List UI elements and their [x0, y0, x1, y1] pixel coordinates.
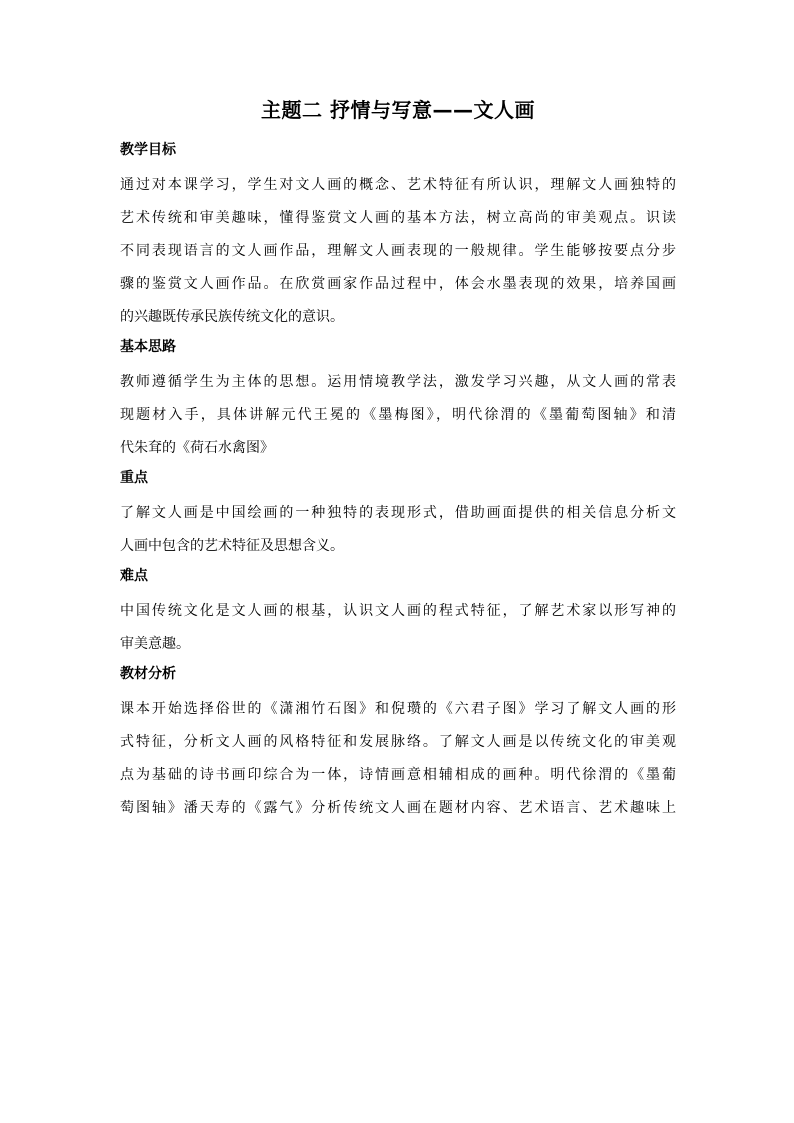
section-heading: 难点 — [120, 568, 148, 584]
paragraph-line: 萄图轴》潘天寿的《露气》分析传统文人画在题材内容、艺术语言、艺术趣味上 — [120, 800, 676, 816]
paragraph-line: 了解文人画是中国绘画的一种独特的表现形式，借助画面提供的相关信息分析文 — [120, 505, 676, 521]
paragraph-line: 代朱耷的《荷石水禽图》 — [120, 440, 274, 456]
section-teaching-goals — [120, 136, 676, 333]
paragraph-line: 点为基础的诗书画印综合为一体，诗情画意相辅相成的画种。明代徐渭的《墨葡 — [120, 767, 676, 783]
paragraph-line: 课本开始选择俗世的《潇湘竹石图》和倪瓒的《六君子图》学习了解文人画的形 — [120, 701, 676, 717]
paragraph-line: 的兴趣既传承民族传统文化的意识。 — [120, 309, 344, 325]
section-heading: 教材分析 — [120, 666, 176, 682]
section-material-analysis — [120, 660, 676, 824]
section-heading: 教学目标 — [120, 142, 176, 158]
paragraph-line: 现题材入手，具体讲解元代王冕的《墨梅图》，明代徐渭的《墨葡萄图轴》和清 — [120, 407, 676, 423]
paragraph-line: 中国传统文化是文人画的根基，认识文人画的程式特征，了解艺术家以形写神的 — [120, 603, 676, 619]
page-title: 主题二 抒情与写意——文人画 — [261, 98, 535, 122]
paragraph-line: 教师遵循学生为主体的思想。运用情境教学法，激发学习兴趣，从文人画的常表 — [120, 374, 676, 390]
paragraph-line: 通过对本课学习，学生对文人画的概念、艺术特征有所认识，理解文人画独特的 — [120, 177, 676, 193]
paragraph-line: 艺术传统和审美趣味，懂得鉴赏文人画的基本方法，树立高尚的审美观点。识读 — [120, 210, 676, 226]
paragraph-line: 审美意趣。 — [120, 636, 190, 652]
section-heading: 重点 — [120, 470, 148, 486]
paragraph-line: 式特征，分析文人画的风格特征和发展脉络。了解文人画是以传统文化的审美观 — [120, 734, 676, 750]
paragraph-line: 不同表现语言的文人画作品，理解文人画表现的一般规律。学生能够按要点分步 — [120, 243, 676, 259]
paragraph-line: 骤的鉴赏文人画作品。在欣赏画家作品过程中，体会水墨表现的效果，培养国画 — [120, 276, 676, 292]
section-heading: 基本思路 — [120, 339, 176, 355]
section-difficulties — [120, 562, 676, 660]
document-page — [120, 96, 676, 824]
paragraph-line: 人画中包含的艺术特征及思想含义。 — [120, 538, 344, 554]
section-basic-approach — [120, 333, 676, 464]
section-key-points — [120, 464, 676, 562]
